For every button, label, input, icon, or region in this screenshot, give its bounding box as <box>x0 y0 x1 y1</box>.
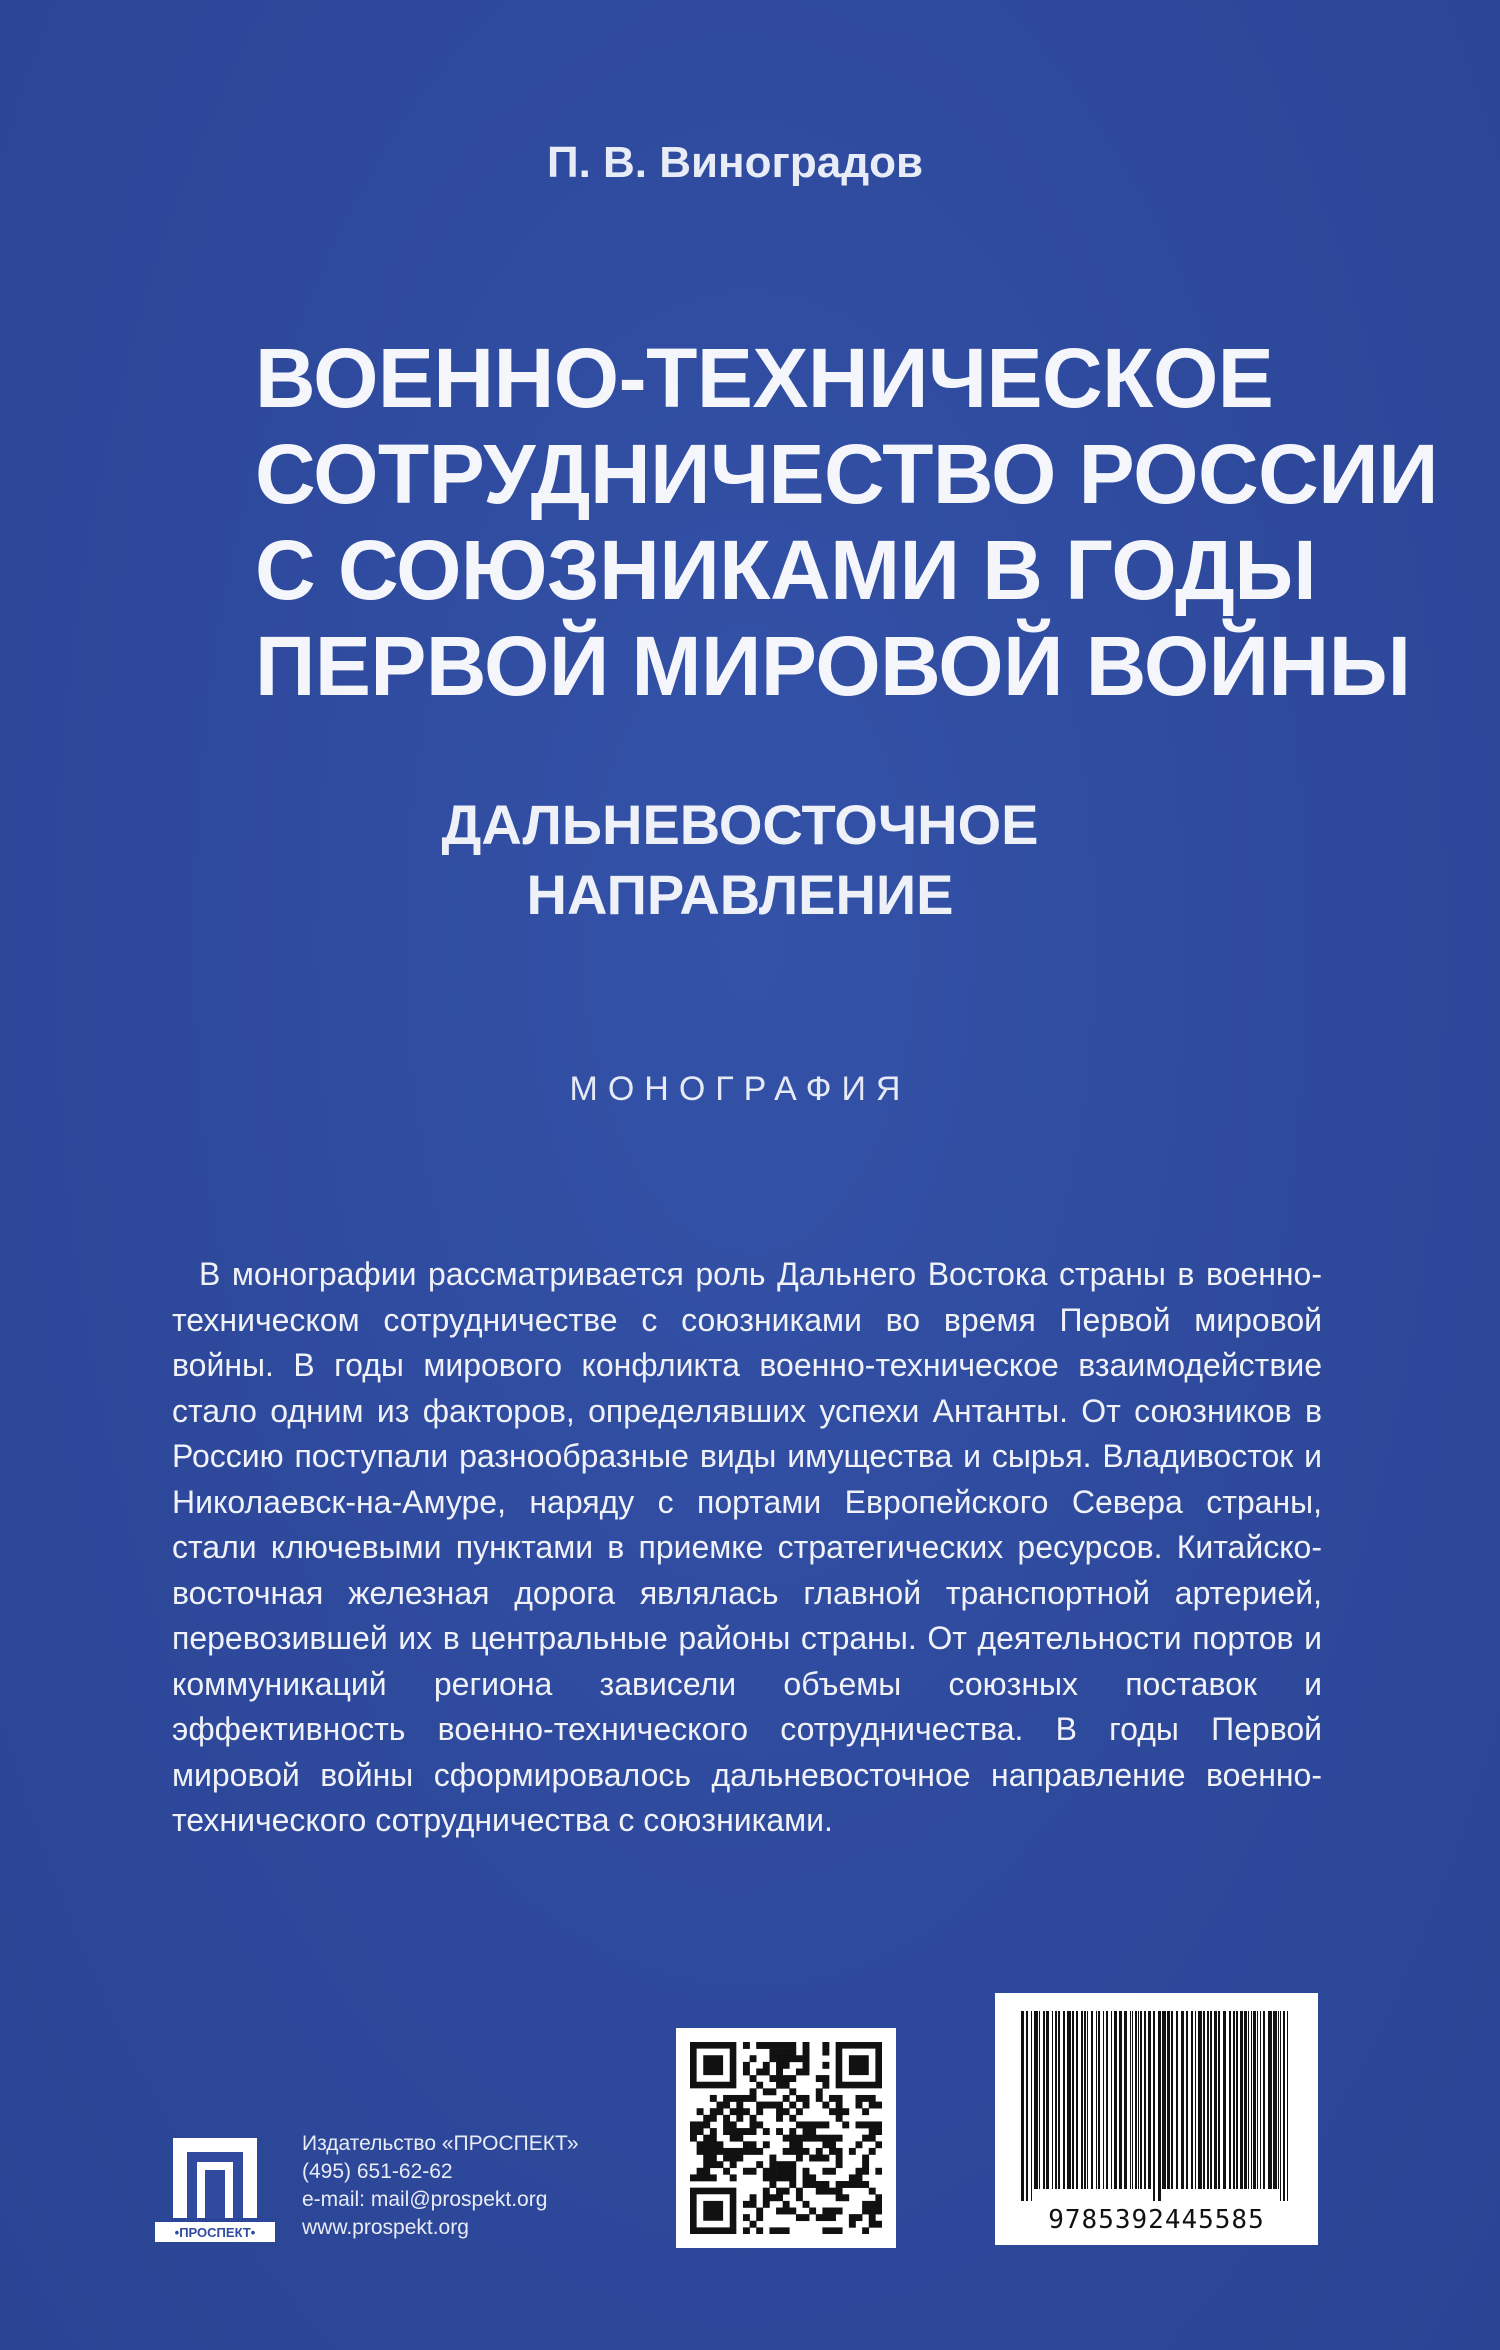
publisher-phone: (495) 651-62-62 <box>302 2160 453 2183</box>
title-line: ПЕРВОЙ МИРОВОЙ ВОЙНЫ <box>255 619 1411 713</box>
qr-code-icon <box>676 2028 896 2248</box>
publisher-info <box>302 2130 579 2242</box>
barcode-icon <box>995 1993 1318 2245</box>
subtitle-line: ДАЛЬНЕВОСТОЧНОЕ <box>441 793 1039 856</box>
publisher-name: Издательство «ПРОСПЕКТ» <box>302 2132 579 2155</box>
subtitle-line: НАПРАВЛЕНИЕ <box>526 863 954 926</box>
author-name: П. В. Виноградов <box>546 138 924 187</box>
title-line: С СОЮЗНИКАМИ В ГОДЫ <box>255 523 1317 617</box>
book-title <box>255 330 1439 714</box>
title-line: ВОЕННО-ТЕХНИЧЕСКОЕ <box>255 331 1274 425</box>
title-line: СОТРУДНИЧЕСТВО РОССИИ <box>255 427 1439 521</box>
publisher-logo-label: •ПРОСПЕКТ• <box>174 2225 256 2240</box>
isbn-number: 9785392445585 <box>1048 2205 1265 2235</box>
annotation-text: В монографии рассматривается роль Дальнего Востока страны в военно-техническом сотрудничестве с союзниками во время Первой мировой войны. В годы мирового конфликта военно-техническое взаимодействие стало одним из факторов, определявших успехи Антанты. От союзников в Россию поступали разнообразные виды имущества и сырья. Владивосток и Николаевск-на-Амуре, наряду с портами Европейского Севера страны, стали ключевыми пунктами в приемке стратегических ресурсов. Китайско-восточная железная дорога являлась главной транспортной артерией, перевозившей их в центральные районы страны. От деятельности портов и коммуникаций региона зависели объемы союзных поставок и эффективность военно-технического сотрудничества. В годы Первой мировой войны сформировалось дальневосточное направление военно-технического сотрудничества с союзниками. <box>172 1256 1322 1838</box>
publisher-logo-icon <box>155 2138 275 2243</box>
annotation-block <box>172 1252 1322 1844</box>
genre-label: МОНОГРАФИЯ <box>569 1070 911 1108</box>
publisher-email: e-mail: mail@prospekt.org <box>302 2188 548 2211</box>
book-subtitle <box>300 790 1180 930</box>
publisher-website: www.prospekt.org <box>302 2216 469 2239</box>
